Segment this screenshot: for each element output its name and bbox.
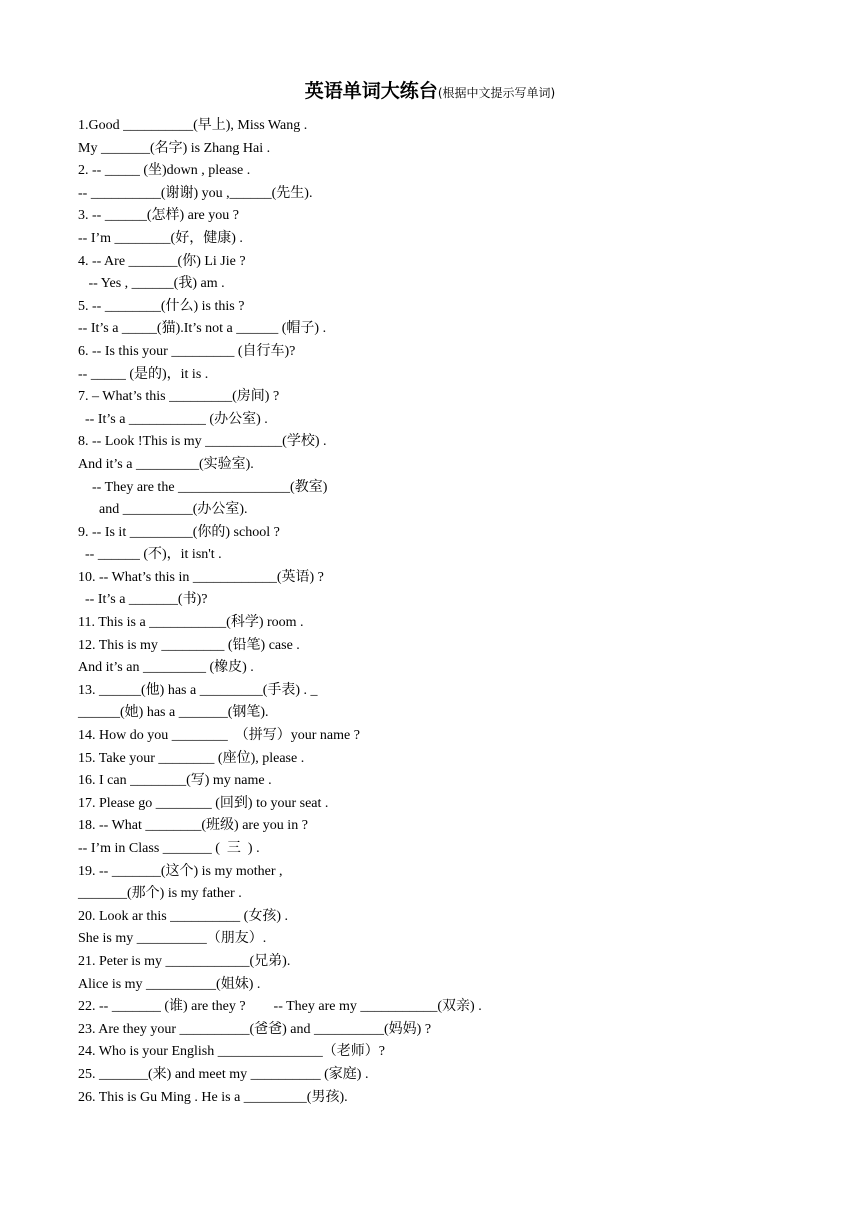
- exercise-line: -- It’s a _______(书)?: [78, 592, 208, 608]
- exercise-line: and __________(办公室).: [78, 502, 248, 518]
- exercise-line: -- Yes , ______(我) am .: [78, 276, 225, 292]
- exercise-line: 9. -- Is it _________(你的) school ?: [78, 524, 280, 540]
- title-main: 英语单词大练台: [304, 80, 438, 102]
- exercise-line: My _______(名字) is Zhang Hai .: [78, 140, 271, 156]
- exercise-line: -- They are the ________________(教室): [78, 479, 328, 495]
- exercise-line: 1.Good __________(早上), Miss Wang .: [78, 118, 308, 133]
- exercise-line: Alice is my __________(姐妹) .: [78, 976, 261, 992]
- exercise-line: 2. -- _____ (坐)down , please .: [78, 163, 251, 179]
- exercise-line: _______(那个) is my father .: [78, 886, 242, 902]
- exercise-line: 22. -- _______ (谁) are they ? -- They are my ___________(双亲) .: [78, 999, 482, 1015]
- exercise-line: 20. Look ar this __________ (女孩) .: [78, 908, 288, 924]
- exercise-line: And it’s a _________(实验室).: [78, 456, 254, 472]
- exercise-line: 13. ______(他) has a _________(手表) . _: [78, 682, 318, 698]
- page-title: [0, 78, 860, 106]
- exercise-line: -- It’s a ___________ (办公室) .: [78, 411, 268, 427]
- exercise-line: 15. Take your ________ (座位), please .: [78, 750, 305, 766]
- exercise-line: 3. -- ______(怎样) are you ?: [78, 208, 239, 224]
- exercise-line: ______(她) has a _______(钢笔).: [78, 705, 269, 721]
- exercise-line: 4. -- Are _______(你) Li Jie ?: [78, 253, 246, 269]
- exercise-line: -- __________(谢谢) you ,______(先生).: [78, 185, 313, 201]
- exercise-line: 17. Please go ________ (回到) to your seat .: [78, 795, 329, 811]
- exercise-line: 11. This is a ___________(科学) room .: [78, 615, 304, 631]
- exercise-line: 18. -- What ________(班级) are you in ?: [78, 818, 308, 834]
- exercise-line: 23. Are they your __________(爸爸) and __________(妈妈) ?: [78, 1021, 432, 1037]
- exercise-line: 10. -- What’s this in ____________(英语) ?: [78, 569, 324, 585]
- exercise-line: 12. This is my _________ (铅笔) case .: [78, 637, 300, 653]
- exercise-line: 25. _______(来) and meet my __________ (家庭) .: [78, 1066, 369, 1082]
- exercise-line: 7. – What’s this _________(房间) ?: [78, 389, 280, 405]
- exercise-line: -- I’m in Class _______ ( 三 ) .: [78, 841, 260, 856]
- exercise-line: She is my __________（朋友）.: [78, 931, 267, 947]
- exercise-line: 5. -- ________(什么) is this ?: [78, 298, 245, 314]
- exercise-line: 16. I can ________(写) my name .: [78, 773, 272, 789]
- title-subtitle: (根据中文提示写单词): [437, 86, 556, 100]
- exercise-line: 21. Peter is my ____________(兄弟).: [78, 953, 291, 969]
- exercise-line: 26. This is Gu Ming . He is a _________(男孩).: [78, 1089, 348, 1105]
- exercise-line: -- It’s a _____(猫).It’s not a ______ (帽子) .: [78, 321, 327, 337]
- exercise-line: 8. -- Look !This is my ___________(学校) .: [78, 434, 327, 450]
- exercise-line: And it’s an _________ (橡皮) .: [78, 660, 254, 676]
- exercise-line: -- I’m ________(好，健康) .: [78, 230, 243, 246]
- exercise-line: 6. -- Is this your _________ (自行车)?: [78, 343, 296, 359]
- exercise-line: 24. Who is your English _______________（老师）?: [78, 1044, 385, 1060]
- exercise-line: -- ______ (不)，it isn't .: [78, 547, 222, 563]
- exercise-line: 14. How do you ________ （拼写）your name ?: [78, 728, 360, 744]
- exercise-list: [78, 115, 818, 1109]
- exercise-line: -- _____ (是的)，it is .: [78, 366, 209, 382]
- exercise-line: 19. -- _______(这个) is my mother ,: [78, 863, 283, 879]
